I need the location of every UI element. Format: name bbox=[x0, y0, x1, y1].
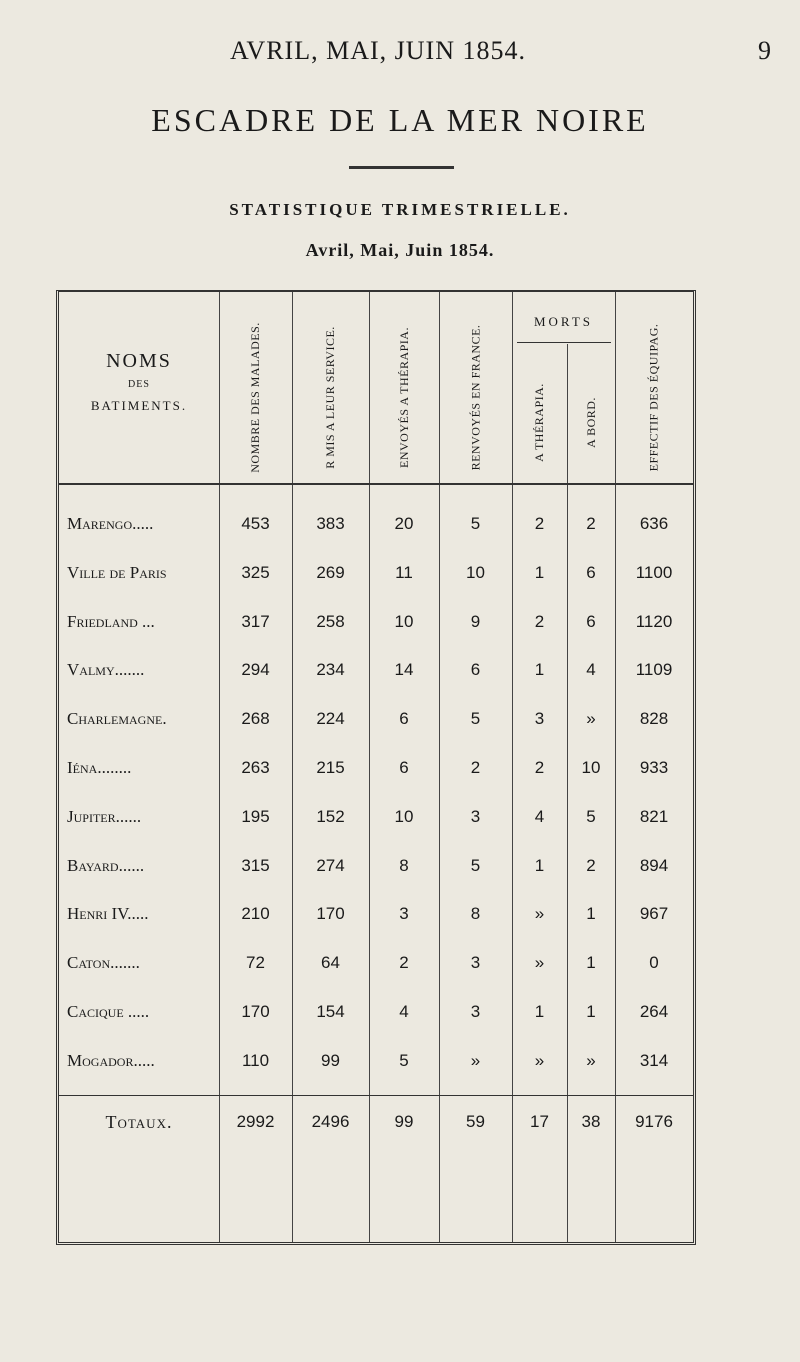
table-cell: 170 bbox=[316, 904, 345, 924]
table-cell: 99 bbox=[321, 1050, 340, 1070]
totals-cell: 9176 bbox=[635, 1112, 673, 1131]
header-morts: MORTS bbox=[533, 314, 593, 329]
table-cell: 314 bbox=[639, 1050, 669, 1070]
table-cell: 1 bbox=[586, 904, 596, 924]
table-cell: 636 bbox=[639, 514, 669, 533]
table-row bbox=[59, 600, 693, 644]
period: Avril, Mai, Juin 1854. bbox=[305, 240, 495, 260]
header-therapia bbox=[369, 302, 439, 492]
table-cell: 325 bbox=[241, 562, 270, 582]
subtitle: STATISTIQUE TRIMESTRIELLE. bbox=[229, 200, 571, 219]
ship-name: Mogador..... bbox=[67, 1050, 155, 1070]
header-malades-label: NOMBRE DES MALADES. bbox=[248, 321, 263, 473]
header-morts-therapia-label: A THÉRAPIA. bbox=[532, 382, 546, 462]
totals-cell: 99 bbox=[394, 1112, 414, 1131]
page-number: 9 bbox=[758, 36, 771, 65]
table-cell: » bbox=[534, 1050, 545, 1070]
table-cell: 20 bbox=[394, 514, 414, 533]
table-cell: 1109 bbox=[635, 660, 673, 680]
table-cell: 3 bbox=[470, 953, 481, 973]
table-cell: 10 bbox=[394, 806, 414, 826]
table-cell: 195 bbox=[241, 806, 270, 826]
table-row bbox=[59, 941, 693, 985]
page-title: ESCADRE DE LA MER NOIRE bbox=[151, 102, 649, 138]
table-cell: 215 bbox=[316, 758, 345, 777]
table-row bbox=[59, 746, 693, 790]
table-cell: 1 bbox=[534, 562, 545, 582]
totals-cell: 38 bbox=[581, 1112, 601, 1131]
totals-label: Totaux. bbox=[105, 1112, 173, 1132]
morts-rule bbox=[517, 342, 611, 343]
table-cell: 234 bbox=[316, 660, 345, 680]
table-cell: 453 bbox=[241, 514, 270, 533]
table-cell: 10 bbox=[394, 611, 414, 631]
title-rule bbox=[349, 166, 454, 169]
table-cell: » bbox=[586, 1050, 596, 1070]
totals-rule bbox=[59, 1095, 693, 1096]
header-names bbox=[59, 350, 219, 414]
statistics-table bbox=[56, 290, 696, 1245]
table-cell: 6 bbox=[586, 562, 596, 582]
table-cell: 274 bbox=[316, 855, 345, 875]
totals-cell: 2496 bbox=[311, 1112, 350, 1131]
totals-cell: 59 bbox=[466, 1112, 485, 1131]
table-cell: 268 bbox=[241, 709, 270, 729]
table-row bbox=[59, 502, 693, 546]
table-cell: 4 bbox=[586, 660, 596, 680]
table-row bbox=[59, 990, 693, 1034]
table-cell: » bbox=[586, 709, 596, 729]
table-cell: 2 bbox=[534, 758, 545, 777]
table-cell: 3 bbox=[534, 709, 545, 729]
table-cell: 170 bbox=[241, 1002, 270, 1021]
table-row bbox=[59, 844, 693, 888]
table-cell: 154 bbox=[316, 1002, 345, 1021]
table-cell: 6 bbox=[399, 758, 409, 777]
table-cell: 210 bbox=[241, 904, 270, 924]
table-cell: 2 bbox=[399, 953, 409, 973]
header-france bbox=[439, 302, 512, 492]
ship-name: Bayard...... bbox=[67, 855, 145, 875]
table-row bbox=[59, 892, 693, 936]
table-cell: 9 bbox=[470, 611, 481, 631]
totals-row bbox=[59, 1102, 693, 1202]
header-batiments: BATIMENTS. bbox=[90, 398, 188, 413]
table-cell: 4 bbox=[534, 806, 545, 826]
table-cell: 5 bbox=[470, 855, 481, 875]
table-cell: 5 bbox=[470, 709, 481, 729]
table-cell: » bbox=[534, 904, 545, 924]
table-cell: 1 bbox=[586, 953, 596, 973]
ship-name: Caton....... bbox=[67, 953, 140, 973]
table-cell: 263 bbox=[241, 758, 270, 777]
table-row bbox=[59, 648, 693, 692]
table-cell: 5 bbox=[586, 806, 596, 826]
table-cell: 2 bbox=[586, 514, 596, 533]
table-cell: 4 bbox=[399, 1002, 409, 1021]
table-cell: 383 bbox=[316, 514, 345, 533]
table-cell: 1 bbox=[586, 1002, 596, 1021]
table-cell: 2 bbox=[534, 611, 545, 631]
table-cell: 6 bbox=[586, 611, 596, 631]
table-cell: 1 bbox=[534, 1002, 545, 1021]
table-cell: 10 bbox=[466, 562, 485, 582]
table-cell: 933 bbox=[639, 758, 669, 777]
table-cell: 269 bbox=[316, 562, 345, 582]
table-cell: 264 bbox=[639, 1002, 669, 1021]
header-service-label: R MIS A LEUR SERVICE. bbox=[323, 325, 337, 469]
header-des: DES bbox=[128, 379, 150, 390]
table-cell: 5 bbox=[399, 1050, 409, 1070]
table-cell: 967 bbox=[639, 904, 669, 924]
table-cell: 3 bbox=[470, 806, 481, 826]
header-morts-therapia bbox=[512, 352, 567, 492]
running-title: AVRIL, MAI, JUIN 1854. bbox=[230, 36, 526, 65]
ship-name: Friedland ... bbox=[67, 611, 155, 631]
table-cell: 294 bbox=[241, 660, 270, 680]
ship-name: Iéna........ bbox=[67, 758, 132, 777]
table-cell: 0 bbox=[649, 953, 659, 973]
totals-cell: 2992 bbox=[236, 1112, 275, 1131]
header-france-label: RENVOYÉS EN FRANCE. bbox=[468, 324, 482, 470]
totals-cell: 17 bbox=[530, 1112, 549, 1131]
table-row bbox=[59, 697, 693, 741]
header-morts-bord bbox=[567, 352, 615, 492]
table-cell: 1 bbox=[534, 855, 545, 875]
running-head bbox=[0, 36, 800, 76]
header-therapia-label: ENVOYÉS A THÉRAPIA. bbox=[396, 326, 411, 468]
table-cell: 2 bbox=[534, 514, 545, 533]
ship-name: Cacique ..... bbox=[67, 1002, 150, 1021]
table-cell: 258 bbox=[316, 611, 345, 631]
table-cell: 1 bbox=[534, 660, 545, 680]
table-cell: 224 bbox=[316, 709, 345, 729]
table-cell: » bbox=[534, 953, 545, 973]
table-cell: 6 bbox=[470, 660, 481, 680]
ship-name: Jupiter...... bbox=[67, 806, 142, 826]
table-cell: 3 bbox=[399, 904, 409, 924]
ship-name: Henri IV..... bbox=[67, 904, 149, 924]
table-cell: 8 bbox=[399, 855, 409, 875]
table-cell: » bbox=[470, 1050, 481, 1070]
table-cell: 315 bbox=[241, 855, 270, 875]
table-row bbox=[59, 1039, 693, 1083]
ship-name: Ville de Paris bbox=[67, 562, 167, 582]
table-cell: 1120 bbox=[635, 611, 673, 631]
table-cell: 828 bbox=[639, 709, 669, 729]
table-cell: 821 bbox=[639, 806, 669, 826]
table-cell: 10 bbox=[581, 758, 601, 777]
table-cell: 2 bbox=[470, 758, 481, 777]
table-cell: 3 bbox=[470, 1002, 481, 1021]
table-cell: 64 bbox=[321, 953, 340, 973]
header-service bbox=[292, 302, 369, 492]
header-malades bbox=[219, 302, 292, 492]
ship-name: Marengo..... bbox=[67, 514, 154, 533]
table-cell: 894 bbox=[639, 855, 669, 875]
ship-name: Charlemagne. bbox=[67, 709, 167, 729]
table-cell: 6 bbox=[399, 709, 409, 729]
ship-name: Valmy....... bbox=[67, 660, 145, 680]
header-effectif-label: EFFECTIF DES ÉQUIPAG. bbox=[646, 323, 661, 471]
table-row bbox=[59, 551, 693, 595]
table-cell: 152 bbox=[316, 806, 345, 826]
table-cell: 1100 bbox=[635, 562, 673, 582]
header-rule bbox=[59, 483, 693, 485]
table-cell: 317 bbox=[241, 611, 270, 631]
table-cell: 5 bbox=[470, 514, 481, 533]
table-cell: 110 bbox=[241, 1050, 270, 1070]
header-effectif bbox=[615, 302, 693, 492]
header-morts-bord-label: A BORD. bbox=[583, 396, 598, 448]
table-cell: 14 bbox=[394, 660, 414, 680]
table-cell: 2 bbox=[586, 855, 596, 875]
header-noms: NOMS bbox=[106, 350, 172, 372]
table-cell: 72 bbox=[246, 953, 265, 973]
table-cell: 8 bbox=[470, 904, 481, 924]
table-row bbox=[59, 795, 693, 839]
table-cell: 11 bbox=[395, 562, 413, 582]
